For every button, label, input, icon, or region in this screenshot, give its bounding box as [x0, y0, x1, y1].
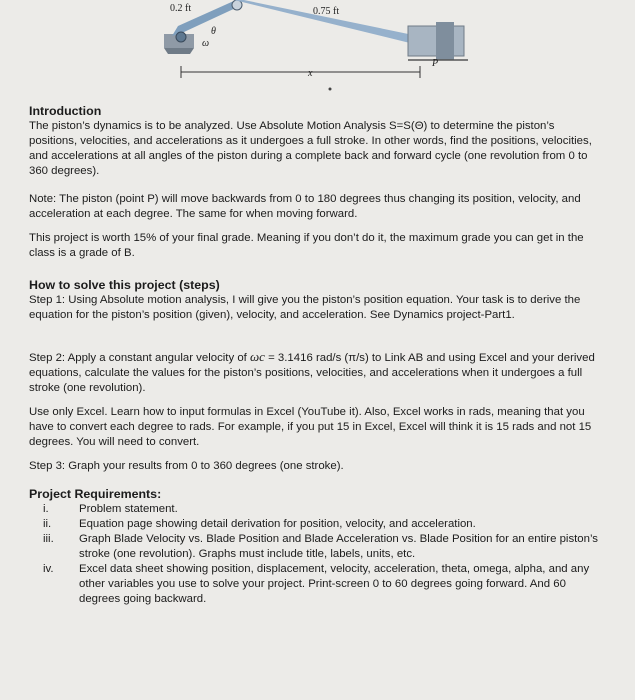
- note-paragraph: Note: The piston (point P) will move backwards from 0 to 180 degrees thus changing its position, velocity, and acceleration at each degree. The same for when moving forward.: [29, 193, 581, 220]
- step-2: [29, 349, 599, 396]
- list-item-text: Problem statement.: [79, 503, 178, 515]
- step-2-post: = 3.1416 rad/s (π/s) to Link AB and using Excel and your derived equations, calculate the values for the piston’s positions, velocities, and accelerations when it undergoes a full stroke (one revolution).: [29, 352, 595, 394]
- list-item-text: Equation page showing detail derivation for position, velocity, and acceleration.: [79, 518, 476, 530]
- label-omega: ω: [202, 38, 210, 49]
- step-1: Step 1: Using Absolute motion analysis, I will give you the piston’s position equation. Your task is to derive the equation for the piston’s position (given), velocity, and acceleration. See Dynamics project-Part1.: [29, 294, 581, 321]
- document-body: [29, 104, 599, 607]
- step-3: Step 3: Graph your results from 0 to 360 degrees (one stroke).: [29, 460, 344, 472]
- ground-hatch: [164, 48, 194, 54]
- requirements-title: Project Requirements:: [29, 487, 162, 501]
- list-item: [29, 502, 599, 517]
- list-item: [29, 517, 599, 532]
- list-item: [29, 562, 599, 607]
- list-item-text: Graph Blade Velocity vs. Blade Position and Blade Acceleration vs. Blade Position for an entire piston’s stroke (one revolution). Graphs must include title, labels, units, etc.: [79, 533, 599, 560]
- list-item: [29, 532, 599, 562]
- grade-paragraph: This project is worth 15% of your final grade. Meaning if you don’t do it, the maximum grade you can get in the class is a grade of B.: [29, 232, 584, 259]
- piston-head: [436, 22, 454, 60]
- steps-title: How to solve this project (steps): [29, 278, 220, 292]
- label-crank-length: 0.2 ft: [170, 3, 192, 14]
- list-item-number: i.: [43, 503, 49, 515]
- requirements-list: [29, 502, 599, 607]
- crank-pivot-icon: [176, 32, 186, 42]
- introduction-title: Introduction: [29, 104, 102, 118]
- list-item-number: ii.: [43, 518, 52, 530]
- list-item-number: iv.: [43, 563, 54, 575]
- label-p: P: [432, 58, 439, 69]
- slider-crank-figure: [150, 0, 480, 100]
- list-item-number: iii.: [43, 533, 54, 545]
- label-x: x: [308, 68, 313, 79]
- label-theta: θ: [211, 26, 216, 37]
- excel-note: Use only Excel. Learn how to input formulas in Excel (YouTube it). Also, Excel works in rads, meaning that you have to convert each degree to rads. For example, if you put 15 in Excel, Excel will think it is 15 rads and not 15 degrees. You will need to convert.: [29, 406, 592, 448]
- label-rod-length: 0.75 ft: [313, 6, 340, 17]
- introduction-paragraph: The piston’s dynamics is to be analyzed. Use Absolute Motion Analysis S=S(Θ) to determine the piston’s positions, velocities, and accelerations as it undergoes a full stroke. In other words, find the positions, velocities, and accelerations at all angles of the piston during a complete back and forward cycle (one revolution from 0 to 360 degrees).: [29, 120, 592, 177]
- list-item-text: Excel data sheet showing position, displacement, velocity, acceleration, theta, omega, alpha, and any other variables you use to solve your project. Print-screen 0 to 60 degrees going forward. And 60 degrees going backward.: [79, 563, 590, 605]
- step-2-pre: Step 2: Apply a constant angular velocity of: [29, 352, 250, 364]
- omega-symbol: ωc: [250, 349, 265, 364]
